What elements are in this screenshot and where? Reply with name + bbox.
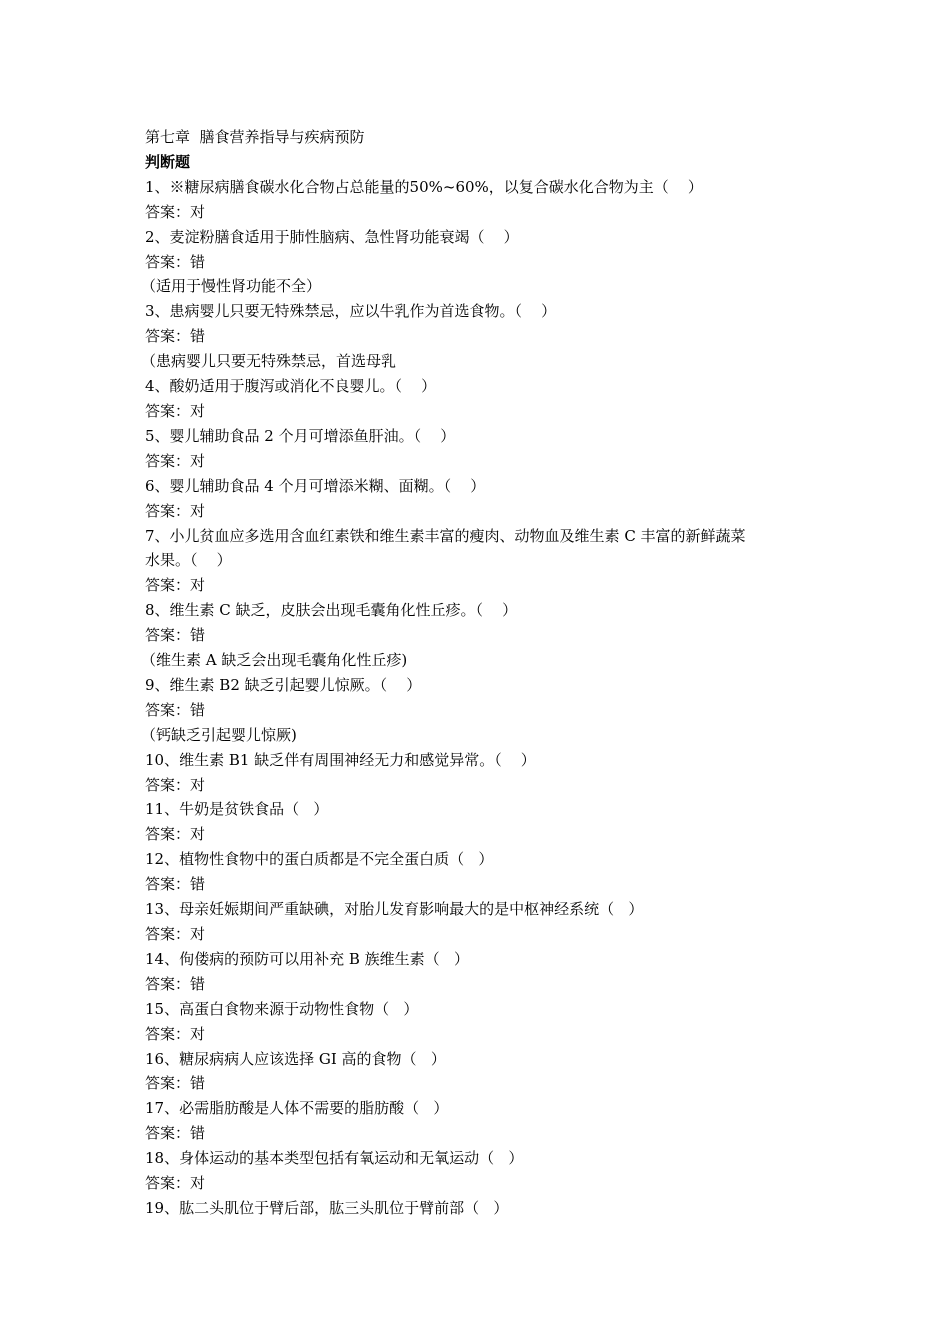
question-line: 8、维生素 C 缺乏，皮肤会出现毛囊角化性丘疹。（ ） <box>145 601 518 620</box>
answer-line: 答案：对 <box>145 501 206 520</box>
answer-line: 答案：对 <box>145 775 206 794</box>
question-line: 水果。（ ） <box>145 551 232 570</box>
question-line: 17、必需脂肪酸是人体不需要的脂肪酸（ ） <box>145 1099 449 1118</box>
explanation-note: （适用于慢性肾功能不全） <box>141 277 322 296</box>
question-line: 5、婴儿辅助食品 2 个月可增添鱼肝油。（ ） <box>145 426 456 445</box>
question-line: 1、※糖尿病膳食碳水化合物占总能量的50%~60%，以复合碳水化合物为主（ ） <box>145 177 703 196</box>
answer-line: 答案：错 <box>145 626 206 645</box>
question-line: 2、麦淀粉膳食适用于肺性脑病、急性肾功能衰竭（ ） <box>145 227 519 246</box>
answer-line: 答案：错 <box>145 1074 206 1093</box>
chapter-title: 第七章 膳食营养指导与疾病预防 <box>145 128 365 146</box>
question-line: 7、小儿贫血应多选用含血红素铁和维生素丰富的瘦肉、动物血及维生素 C 丰富的新鲜蔬菜 <box>145 526 746 545</box>
question-line: 18、身体运动的基本类型包括有氧运动和无氧运动（ ） <box>145 1149 524 1168</box>
document-body <box>141 125 825 1221</box>
answer-line: 答案：对 <box>145 825 206 844</box>
answer-line: 答案：错 <box>145 327 206 346</box>
question-list <box>141 175 825 1221</box>
question-line: 13、母亲妊娠期间严重缺碘，对胎儿发育影响最大的是中枢神经系统（ ） <box>145 900 644 919</box>
answer-line: 答案：对 <box>145 925 206 943</box>
question-line: 16、糖尿病病人应该选择 GI 高的食物（ ） <box>145 1049 446 1068</box>
answer-line: 答案：错 <box>145 1124 206 1143</box>
answer-line: 答案：对 <box>145 401 206 420</box>
question-line: 19、肱二头肌位于臂后部，肱三头肌位于臂前部（ ） <box>145 1198 509 1217</box>
question-line: 4、酸奶适用于腹泻或消化不良婴儿。（ ） <box>145 377 437 396</box>
question-line: 10、维生素 B1 缺乏伴有周围神经无力和感觉异常。（ ） <box>145 750 536 769</box>
answer-line: 答案：错 <box>145 252 206 271</box>
question-line: 3、患病婴儿只要无特殊禁忌，应以牛乳作为首选食物。（ ） <box>145 302 557 321</box>
answer-line: 答案：对 <box>145 1174 206 1193</box>
answer-line: 答案：错 <box>145 875 206 894</box>
answer-line: 答案：错 <box>145 974 206 993</box>
answer-line: 答案：对 <box>145 202 206 221</box>
question-line: 14、佝偻病的预防可以用补充 B 族维生素（ ） <box>145 949 469 968</box>
question-line: 9、维生素 B2 缺乏引起婴儿惊厥。（ ） <box>145 675 422 694</box>
answer-line: 答案：对 <box>145 1024 206 1043</box>
question-line: 6、婴儿辅助食品 4 个月可增添米糊、面糊。（ ） <box>145 476 486 495</box>
question-line: 11、牛奶是贫铁食品（ ） <box>145 800 329 819</box>
explanation-note: （维生素 A 缺乏会出现毛囊角化性丘疹) <box>141 651 408 670</box>
question-line: 15、高蛋白食物来源于动物性食物（ ） <box>145 999 419 1018</box>
answer-line: 答案：对 <box>145 451 206 470</box>
explanation-note: （钙缺乏引起婴儿惊厥) <box>141 725 297 744</box>
question-line: 12、植物性食物中的蛋白质都是不完全蛋白质（ ） <box>145 850 494 869</box>
answer-line: 答案：错 <box>145 700 206 719</box>
explanation-note: （患病婴儿只要无特殊禁忌，首选母乳 <box>141 352 397 371</box>
answer-line: 答案：对 <box>145 576 206 595</box>
section-heading: 判断题 <box>145 152 191 171</box>
